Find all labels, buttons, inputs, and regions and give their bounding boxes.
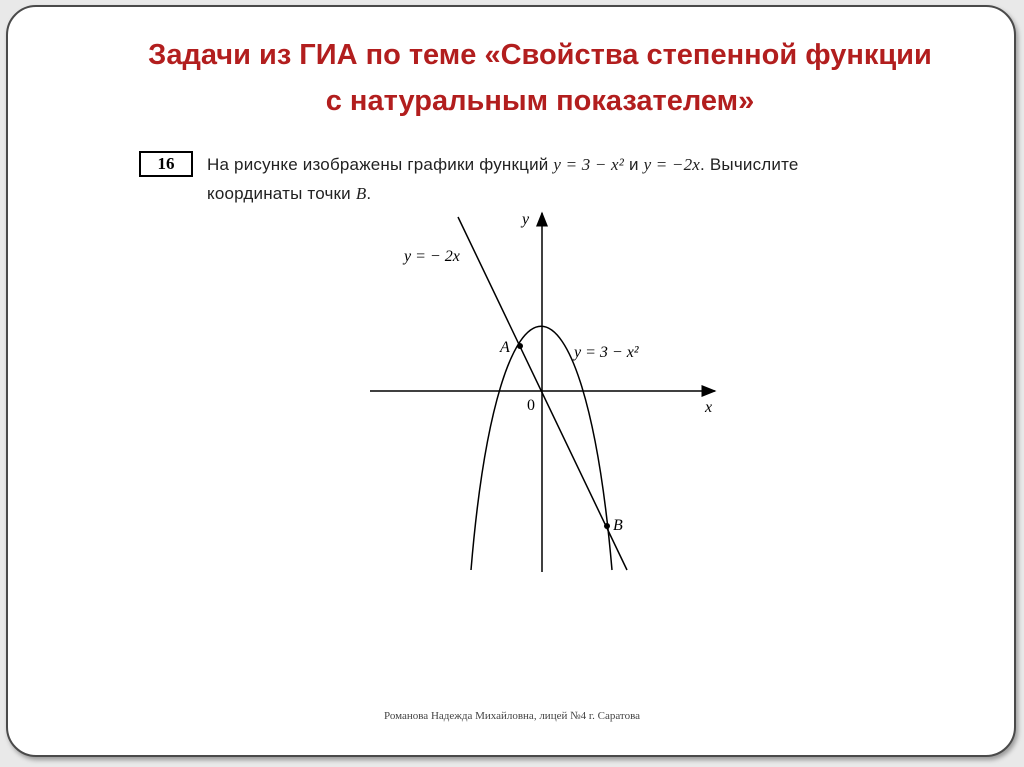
point-a-label: A — [500, 339, 510, 356]
x-axis-label: x — [705, 399, 713, 416]
task-equation-line: y = −2x — [643, 155, 701, 174]
task-point-name: B — [355, 184, 367, 203]
task-text-part2: и — [624, 155, 644, 174]
task-number: 16 — [139, 151, 193, 177]
task-text-part3: . Вычислите — [700, 155, 799, 174]
task-text-part1: На рисунке изображены графики функций — [207, 155, 554, 174]
line-label: y = − 2x — [404, 248, 460, 265]
y-axis-label: y — [522, 211, 530, 228]
task-text-line2: координаты точки — [207, 184, 356, 203]
parabola-label: y = 3 − x² — [574, 344, 639, 361]
task-equation-parabola: y = 3 − x² — [553, 155, 625, 174]
title-line-1: Задачи из ГИА по теме «Свойства степенной функции — [148, 39, 932, 71]
origin-label: 0 — [527, 397, 535, 414]
point-b-label: B — [613, 517, 623, 534]
footer-author: Романова Надежда Михайловна, лицей №4 г. Саратова — [383, 710, 641, 722]
task-text-end: . — [366, 184, 372, 203]
title-line-2: с натуральным показателем» — [325, 85, 755, 117]
point-b-marker — [604, 523, 610, 529]
point-a-marker — [517, 343, 523, 349]
